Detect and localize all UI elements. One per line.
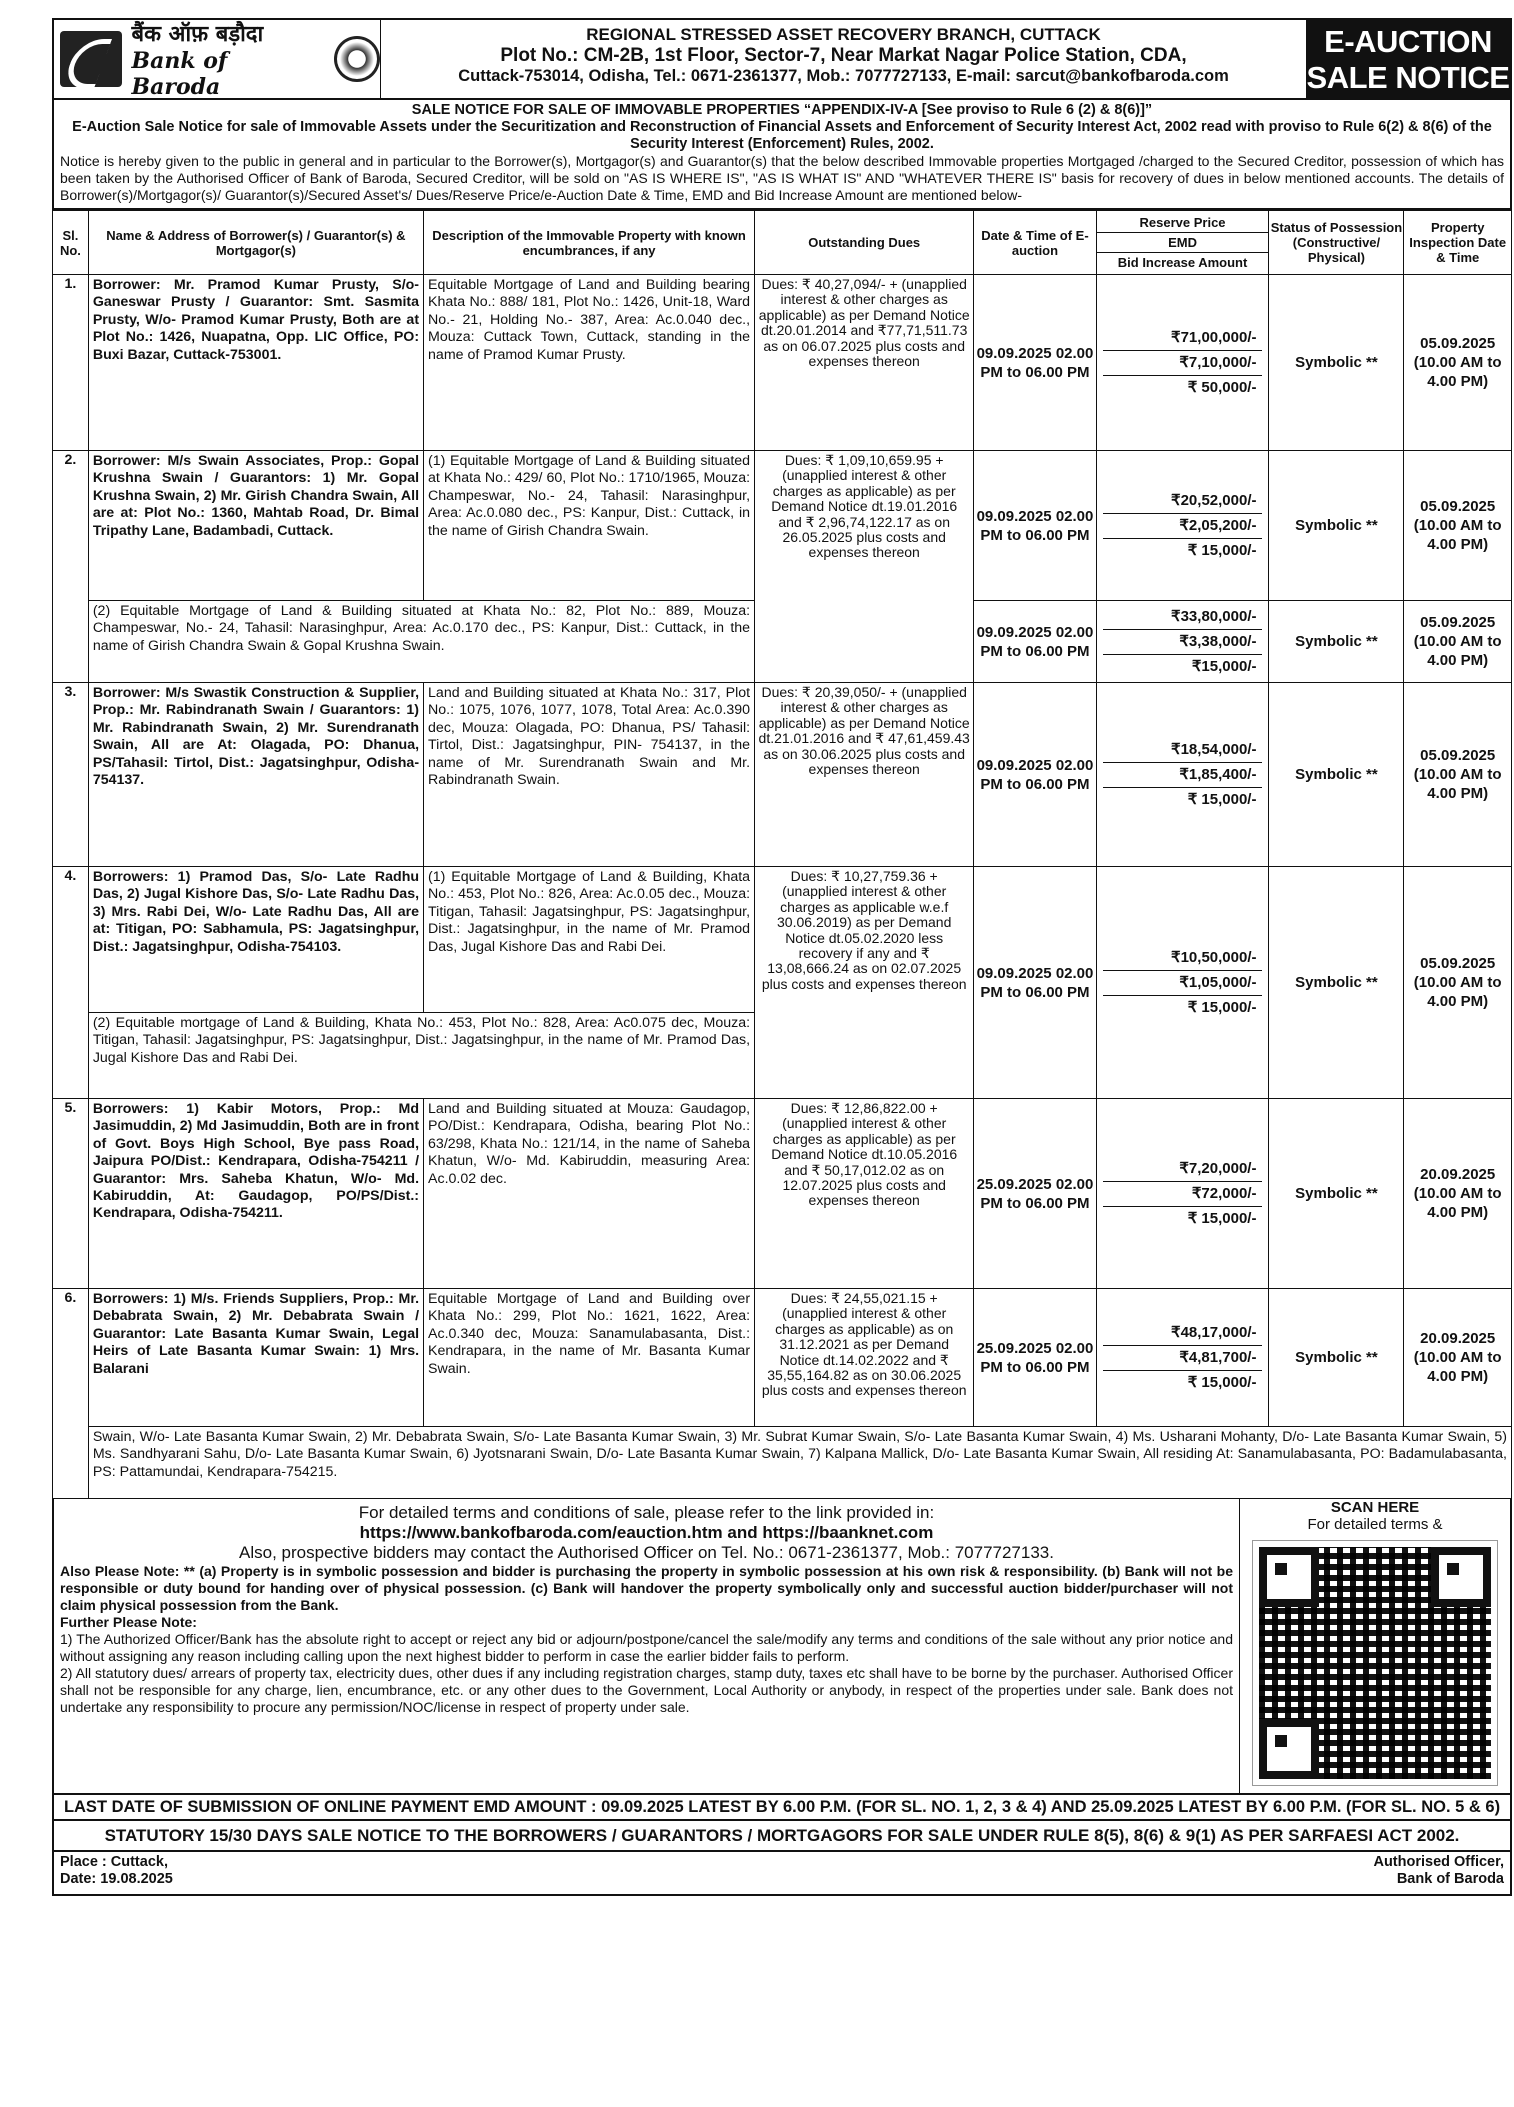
col-emd: EMD (1097, 233, 1269, 253)
row-reserve (1096, 451, 1269, 601)
table-header (53, 211, 1512, 275)
col-status: Status of Possession (Constructive/ Physical) (1269, 211, 1404, 275)
qr-title: SCAN HERE (1330, 1499, 1420, 1516)
row-name: Borrower: M/s Swain Associates, Prop.: Gopal Krushna Swain / Guarantors: 1) Mr. Gopal Krushna Swain, 2) Mr. Girish Chandra Swain, All are at: Plot No.: 1360, Mahtab Road, Dr. Bimal Tripathy Lane, Badambadi, Cuttack. (88, 451, 423, 601)
row-date: 09.09.2025 02.00 PM to 06.00 PM (974, 867, 1096, 1099)
row-sl: 1. (53, 275, 89, 451)
row-status: Symbolic ** (1269, 275, 1404, 451)
officer-bank: Bank of Baroda (1396, 1871, 1504, 1887)
table-row (53, 275, 1512, 451)
further-note-title: Further Please Note: (60, 1614, 197, 1630)
row-reserve (1096, 867, 1269, 1099)
row-dues: Dues: ₹ 20,39,050/- + (unapplied interest & other charges as applicable) as per Demand Notice dt.21.01.2016 and ₹ 47,61,459.43 as on 30.06.2025 plus costs and expenses thereon (755, 683, 974, 867)
col-desc: Description of the Immovable Property with known encumbrances, if any (424, 211, 755, 275)
col-bid: Bid Increase Amount (1117, 255, 1248, 270)
bid-increase: ₹ 15,000/- (1187, 790, 1257, 808)
reserve-price: ₹10,50,000/- (1103, 946, 1263, 971)
row-reserve (1096, 683, 1269, 867)
row-inspection: 20.09.2025 (10.00 AM to 4.00 PM) (1404, 1289, 1512, 1427)
bid-increase: ₹ 50,000/- (1187, 378, 1257, 396)
row-name: Borrower: Mr. Pramod Kumar Prusty, S/o- Ganeswar Prusty / Guarantor: Smt. Sasmita Prusty, W/o- Pramod Kumar Prusty, Both are at Plot No.: 1426, Nuapatna, Opp. LIC Office, PO: Buxi Bazar, Cuttack-753001. (88, 275, 423, 451)
row-sl: 4. (53, 867, 89, 1099)
row-status: Symbolic ** (1269, 867, 1404, 1099)
baroda-sun-icon (60, 31, 122, 87)
col-date: Date & Time of E-auction (974, 211, 1096, 275)
qr-section (1239, 1499, 1510, 1793)
emd-amount: ₹3,38,000/- (1103, 630, 1263, 655)
row-reserve (1096, 275, 1269, 451)
row-date: 09.09.2025 02.00 PM to 06.00 PM (974, 683, 1096, 867)
row-date: 09.09.2025 02.00 PM to 06.00 PM (974, 451, 1096, 601)
reserve-price: ₹20,52,000/- (1103, 489, 1263, 514)
row-dues: Dues: ₹ 24,55,021.15 + (unapplied interest & other charges as applicable) as on 31.12.2021 as per Demand Notice dt.14.02.2022 and ₹ 35,55,164.82 as on 30.06.2025 plus costs and expenses thereon (755, 1289, 974, 1427)
row-extra-desc: (2) Equitable mortgage of Land & Building, Khata No.: 453, Plot No.: 828, Area: Ac0.075 dec, Mouza: Titigan, Tahasil: Jagatsinghpur, PS: Jagatsinghpur, Dist.: Jagatsinghpur, in the name of Mr. Pramod Das, Jugal Kishore Das and Rabi Dei. (88, 1013, 754, 1099)
row-inspection: 05.09.2025 (10.00 AM to 4.00 PM) (1404, 275, 1512, 451)
reserve-price: ₹18,54,000/- (1103, 738, 1263, 763)
bank-name-english: Bank of Baroda (131, 48, 228, 100)
eauction-badge (1306, 20, 1510, 98)
branch-address (381, 20, 1306, 98)
row-status: Symbolic ** (1269, 1099, 1404, 1289)
row-dues: Dues: ₹ 12,86,822.00 + (unapplied interest & other charges as applicable) as per Demand Notice dt.10.05.2016 and ₹ 50,17,012.02 as on 12.07.2025 plus costs and expenses thereon (755, 1099, 974, 1289)
row-dues: Dues: ₹ 10,27,759.36 + (unapplied interest & other charges as applicable w.e.f 30.06.2019) as per Demand Notice dt.05.02.2020 less recovery if any and ₹ 13,08,666.24 as on 02.07.2025 plus costs and expenses thereon (755, 867, 974, 1099)
col-reserve-group (1096, 211, 1269, 275)
table-row (53, 683, 1512, 867)
further-note-2: 2) All statutory dues/ arrears of property tax, electricity dues, other dues if any including registration charges, stamp duty, taxes etc shall have to be borne by the purchaser. Authorised Officer shall not be responsible for any charge, lien, encumbrance, etc. or any other dues to the Government, Local Authority or anybody, in respect of the properties under sale. Bank does not undertake any responsibility to procure any permission/NOC/license in respect of property under sale. (60, 1665, 1233, 1715)
reserve-price: ₹33,80,000/- (1103, 605, 1263, 630)
row-desc: Equitable Mortgage of Land and Building over Khata No.: 299, Plot No.: 1621, 1622, Area: Ac.0.340 dec, Mouza: Sanamulabasanta, Dist.: Kendrapara, in the name of Mr. Basanta Kumar Swain. (424, 1289, 755, 1427)
row-date: 09.09.2025 02.00 PM to 06.00 PM (974, 275, 1096, 451)
officer: Authorised Officer, (1373, 1854, 1504, 1870)
emd-amount: ₹4,81,700/- (1103, 1346, 1263, 1371)
row-date: 25.09.2025 02.00 PM to 06.00 PM (974, 1099, 1096, 1289)
bid-increase: ₹ 15,000/- (1187, 541, 1257, 559)
col-dues: Outstanding Dues (755, 211, 974, 275)
table-row (53, 1099, 1512, 1289)
footer (52, 1499, 1512, 1795)
notice-body: Notice is hereby given to the public in general and in particular to the Borrower(s), Mortgagor(s) and Guarantor(s) that the below described Immovable properties Mortgaged /charged to the Secured Creditor, possession of which has been taken by the Authorised Officer of Bank of Baroda, Secured Creditor, will be sold on "AS IS WHERE IS", "AS IS WHAT IS" AND "WHATEVER THERE IS" basis for recovery of dues in below mentioned accounts. The details of Borrower(s)/Mortgagor(s)/ Guarantor(s)/Secured Asset's/ Dues/Reserve Price/e-Auction Date & Time, EMD and Bid Increase Amount are mentioned below- (60, 153, 1504, 203)
row-reserve (1096, 601, 1269, 683)
row-name: Borrowers: 1) Kabir Motors, Prop.: Md Jasimuddin, 2) Md Jasimuddin, Both are in front of Govt. Boys High School, Bye pass Road, Jaipura PO/Dist.: Kendrapara, Odisha-754211 / Guarantor: Mrs. Saheba Khatun, W/o- Md. Kabiruddin, At: Gaudagop, PO/PS/Dist.: Kendrapara, Odisha-754211. (88, 1099, 423, 1289)
branch-title: REGIONAL STRESSED ASSET RECOVERY BRANCH, CUTTACK (586, 25, 1101, 44)
branch-address-line: Plot No.: CM-2B, 1st Floor, Sector-7, Near Markat Nagar Police Station, CDA, (500, 45, 1187, 66)
row-desc: (1) Equitable Mortgage of Land & Building situated at Khata No.: 429/ 60, Plot No.: 1710/1965, Mouza: Champeswar, No.- 24, Tahasil: Narasinghpur, Area: Ac.0.080 dec., PS: Kanpur, Dist.: Cuttack, in the name of Girish Chandra Swain. (424, 451, 755, 601)
reserve-price: ₹71,00,000/- (1103, 326, 1263, 351)
row-desc: (1) Equitable Mortgage of Land & Building, Khata No.: 453, Plot No.: 826, Area: Ac.0.05 dec., Mouza: Titigan, Tahasil: Jagatsinghpur, PS: Jagatsinghpur, Dist.: Jagatsinghpur, in the name of Mr. Pramod Das, Jugal Kishore Das and Rabi Dei. (424, 867, 755, 1013)
bank-logo (54, 20, 381, 98)
terms-links[interactable]: https://www.bankofbaroda.com/eauction.htm and https://baanknet.com (359, 1523, 934, 1542)
statutory-notice: STATUTORY 15/30 DAYS SALE NOTICE TO THE BORROWERS / GUARANTORS / MORTGAGORS FOR SALE UNDER RULE 8(5), 8(6) & 9(1) AS PER SARFAESI ACT 2002. (52, 1821, 1512, 1852)
further-note-1: 1) The Authorized Officer/Bank has the absolute right to accept or reject any bid or adjourn/postpone/cancel the sale/modify any terms and conditions of the sale without any prior notice and without assigning any reason including calling upon the next highest bidder to perform in case the earlier bidder fails to perform. (60, 1631, 1233, 1664)
header (52, 18, 1512, 100)
emd-amount: ₹1,85,400/- (1103, 763, 1263, 788)
row-inspection: 05.09.2025 (10.00 AM to 4.00 PM) (1404, 683, 1512, 867)
row-date: 09.09.2025 02.00 PM to 06.00 PM (974, 601, 1096, 683)
notice-subtitle: E-Auction Sale Notice for sale of Immovable Assets under the Securitization and Reconstruction of Financial Assets and Enforcement of Security Interest Act, 2002 read with proviso to Rule 6(2) & 8(6) of the Security Interest (Enforcement) Rules, 2002. (72, 119, 1492, 152)
emd-amount: ₹2,05,200/- (1103, 514, 1263, 539)
row-name: Borrowers: 1) M/s. Friends Suppliers, Prop.: Mr. Debabrata Swain, 2) Mr. Debabrata Swain / Guarantor: Late Basanta Kumar Swain, Legal Heirs of Late Basanta Kumar Swain: 1) Mrs. Balarani (88, 1289, 423, 1427)
emd-amount: ₹1,05,000/- (1103, 971, 1263, 996)
row-sl: 6. (53, 1289, 89, 1499)
branch-contact-line: Cuttack-753014, Odisha, Tel.: 0671-2361377, Mob.: 7077727133, E-mail: sarcut@bankofbaroda.com (458, 67, 1229, 85)
row-inspection: 05.09.2025 (10.00 AM to 4.00 PM) (1404, 867, 1512, 1099)
bid-increase: ₹ 15,000/- (1187, 1209, 1257, 1227)
row-status: Symbolic ** (1269, 683, 1404, 867)
row-desc: Land and Building situated at Mouza: Gaudagop, PO/Dist.: Kendrapara, Odisha, bearing Plot No.: 63/298, Khata No.: 121/14, in the name of Saheba Khatun, W/o- Md. Kabiruddin, measuring Area: Ac.0.02 dec. (424, 1099, 755, 1289)
row-sl: 5. (53, 1099, 89, 1289)
table-row (53, 1289, 1512, 1427)
row-dues: Dues: ₹ 1,09,10,659.95 + (unapplied interest & other charges as applicable) as per Demand Notice dt.19.01.2016 and ₹ 2,96,74,122.17 as on 26.05.2025 plus costs and expenses thereon (755, 451, 974, 683)
intro (52, 100, 1512, 210)
table-row-extra (53, 1427, 1512, 1499)
row-date: 25.09.2025 02.00 PM to 06.00 PM (974, 1289, 1096, 1427)
row-sl: 2. (53, 451, 89, 683)
row-inspection: 05.09.2025 (10.00 AM to 4.00 PM) (1404, 601, 1512, 683)
bid-increase: ₹ 15,000/- (1187, 998, 1257, 1016)
terms-line: For detailed terms and conditions of sale, please refer to the link provided in: (358, 1503, 935, 1522)
emd-amount: ₹72,000/- (1103, 1182, 1263, 1207)
qr-code-icon[interactable] (1253, 1541, 1497, 1785)
row-reserve (1096, 1289, 1269, 1427)
row-status: Symbolic ** (1269, 1289, 1404, 1427)
badge-line2: SALE NOTICE (1306, 60, 1510, 95)
row-name: Borrower: M/s Swastik Construction & Supplier, Prop.: Mr. Rabindranath Swain / Guarantors: 1) Mr. Rabindranath Swain, 2) Mr. Surendranath Swain, All are At: Olagada, PO: Dhanua, PS/Tahasil: Tirtol, Dist.: Jagatsinghpur, Odisha-754137. (88, 683, 423, 867)
row-extra-desc: Swain, W/o- Late Basanta Kumar Swain, 2) Mr. Debabrata Swain, S/o- Late Basanta Kumar Swain, 3) Mr. Subrat Kumar Swain, S/o- Late Basanta Kumar Swain, 4) Ms. Usharani Mohanty, D/o- Late Basanta Kumar Swain, 5) Ms. Sandhyarani Sahu, D/o- Late Basanta Kumar Swain, 6) Jyotsnarani Swain, D/o- Late Basanta Kumar Swain, 7) Kalpana Mallick, D/o- Late Basanta Kumar Swain, All residing At: Sanamulabasanta, PO: Badamulabasanta, PS: Pattamundai, Kendrapara-754215. (88, 1427, 1511, 1499)
col-sl: Sl. No. (53, 211, 89, 275)
signature-block (52, 1852, 1512, 1896)
row-inspection: 20.09.2025 (10.00 AM to 4.00 PM) (1404, 1099, 1512, 1289)
bid-increase: ₹ 15,000/- (1187, 1373, 1257, 1391)
row-reserve (1096, 1099, 1269, 1289)
bid-increase: ₹15,000/- (1191, 657, 1257, 675)
row-name: Borrowers: 1) Pramod Das, S/o- Late Radhu Das, 2) Jugal Kishore Das, S/o- Late Radhu Das, 3) Mrs. Rabi Dei, W/o- Late Radhu Das, All are at: Titigan, PO: Sabhamula, PS: Jagatsinghpur, Dist.: Jagatsinghpur, Odisha-754103. (88, 867, 423, 1013)
reserve-price: ₹48,17,000/- (1103, 1321, 1263, 1346)
emblem-icon (334, 36, 380, 82)
badge-line1: E-AUCTION (1324, 24, 1492, 59)
bank-name-hindi: बैंक ऑफ़ बड़ौदा (131, 21, 264, 47)
col-inspection: Property Inspection Date & Time (1404, 211, 1512, 275)
table-row (53, 867, 1512, 1013)
notice-title: SALE NOTICE FOR SALE OF IMMOVABLE PROPERTIES “APPENDIX-IV-A [See proviso to Rule 6 (2) & 8(6)]” (411, 102, 1153, 118)
col-reserve: Reserve Price (1097, 213, 1269, 233)
property-table (52, 210, 1512, 1499)
date: Date: 19.08.2025 (60, 1871, 173, 1887)
place: Place : Cuttack, (60, 1854, 168, 1870)
col-name: Name & Address of Borrower(s) / Guarantor(s) & Mortgagor(s) (88, 211, 423, 275)
reserve-price: ₹7,20,000/- (1103, 1157, 1263, 1182)
row-sl: 3. (53, 683, 89, 867)
row-inspection: 05.09.2025 (10.00 AM to 4.00 PM) (1404, 451, 1512, 601)
last-date-notice: LAST DATE OF SUBMISSION OF ONLINE PAYMENT EMD AMOUNT : 09.09.2025 LATEST BY 6.00 P.M. (FOR SL. NO. 1, 2, 3 & 4) AND 25.09.2025 LATEST BY 6.00 P.M. (FOR SL. NO. 5 & 6) (52, 1795, 1512, 1821)
notice-page (52, 18, 1512, 1896)
please-note: Also Please Note: ** (a) Property is in symbolic possession and bidder is purchasing the property in symbolic possession at his own risk & responsibility. (b) Bank will not be responsible or duty bound for handing over of physical possession. (c) Bank will handover the property symbolically only and successful auction bidder/purchaser will not claim physical possession from the Bank. (60, 1563, 1233, 1613)
contact-line: Also, prospective bidders may contact the Authorised Officer on Tel. No.: 0671-2361377, Mob.: 7077727133. (239, 1543, 1054, 1562)
qr-subtitle: For detailed terms & (1307, 1516, 1443, 1533)
emd-amount: ₹7,10,000/- (1103, 351, 1263, 376)
row-desc: Equitable Mortgage of Land and Building bearing Khata No.: 888/ 181, Plot No.: 1426, Unit-18, Ward No.- 21, Holding No.- 387, Area: Ac.0.040 dec., Mouza: Cuttack Town, Cuttack, standing in the name of Pramod Kumar Prusty. (424, 275, 755, 451)
row-desc: Land and Building situated at Khata No.: 317, Plot No.: 1075, 1076, 1077, 1078, Total Area: Ac.0.390 dec, Mouza: Olagada, PO: Dhanua, PS/ Tahasil: Tirtol, Dist.: Jagatsinghpur, PIN- 754137, in the name of Mr. Surendranath Swain and Mr. Rabindranath Swain. (424, 683, 755, 867)
row-status: Symbolic ** (1269, 601, 1404, 683)
row-extra-desc: (2) Equitable Mortgage of Land & Building situated at Khata No.: 82, Plot No.: 889, Mouza: Champeswar, No.- 24, Tahasil: Narasinghpur, Area: Ac.0.170 dec., PS: Kanpur, Dist.: Cuttack, in the name of Girish Chandra Swain & Gopal Krushna Swain. (88, 601, 754, 683)
row-dues: Dues: ₹ 40,27,094/- + (unapplied interest & other charges as applicable) as per Demand Notice dt.20.01.2014 and ₹77,71,511.73 as on 06.07.2025 plus costs and expenses thereon (755, 275, 974, 451)
row-status: Symbolic ** (1269, 451, 1404, 601)
table-row (53, 451, 1512, 601)
